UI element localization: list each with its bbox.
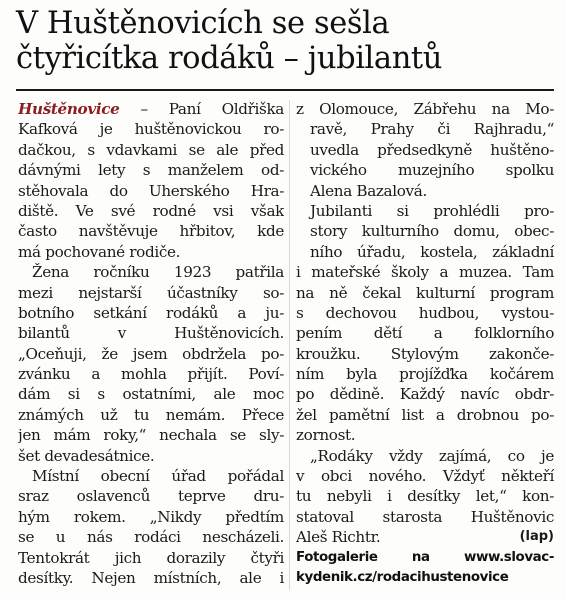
body-line: z Olomouce, Zábřehu na Mo- <box>296 100 554 118</box>
body-line: na ně čekal kulturní program <box>296 283 554 302</box>
photo-gallery-link[interactable] <box>296 548 554 589</box>
body-line: Aleš Richtr. <box>296 528 381 547</box>
body-line: známých už tu nemám. Přece <box>18 405 284 424</box>
body-line: „Oceňuji, že jsem obdržela po- <box>18 344 284 363</box>
dateline: Huštěnovice <box>18 100 120 118</box>
article-column-left <box>18 99 284 588</box>
article-column-right <box>296 99 554 588</box>
body-line: bilantů v Huštěnovicích. <box>18 324 284 343</box>
headline-line-1: V Huštěnovicích se sešla <box>16 6 390 41</box>
body-line: uvedla předsedkyně huštěno- <box>310 140 554 159</box>
body-line: dávnými lety s manželem od- <box>18 161 284 180</box>
body-line: šet devadesátnice. <box>18 446 155 465</box>
body-line: botního setkání rodáků a ju- <box>18 303 284 322</box>
body-line-text: – Paní Oldřiška <box>119 100 284 118</box>
body-line: Místní obecní úřad pořádal <box>32 467 284 486</box>
body-line: Jubilanti si prohlédli pro- <box>310 201 554 220</box>
body-line: i mateřské školy a muzea. Tam <box>296 263 554 282</box>
body-line: se u nás rodáci nescházeli. <box>18 528 284 547</box>
body-line: často navštěvuje hřbitov, kde <box>18 222 284 241</box>
body-line: tu nebyli i desítky let,“ kon- <box>296 487 554 506</box>
body-line: vického muzejního spolku <box>310 161 554 180</box>
body-line: ního úřadu, kostela, základní <box>310 242 554 261</box>
body-line: v obci nového. Vždyť někteří <box>296 467 554 486</box>
body-line: desítky. Nejen místních, ale i <box>18 568 284 587</box>
body-line: kroužku. Stylovým zakonče- <box>296 344 554 363</box>
body-line: žel pamětní list a drobnou po- <box>296 405 554 424</box>
article-headline <box>16 6 556 76</box>
body-line: pením dětí a folklorního <box>296 324 554 343</box>
body-line: po dědině. Každý navíc obdr- <box>296 385 554 404</box>
body-line: story kulturního domu, obec- <box>310 222 554 241</box>
body-line: s dechovou hudbou, vystou- <box>296 303 554 322</box>
body-line: zornost. <box>296 426 356 445</box>
headline-line-2: čtyřicítka rodáků – jubilantů <box>16 41 443 76</box>
body-line: jen mám roky,“ nechala se sly- <box>18 426 284 445</box>
body-line: Kafková je huštěnovickou ro- <box>18 120 284 139</box>
closing-line <box>296 527 554 547</box>
author-credit: (lap) <box>519 529 554 545</box>
gallery-line[interactable]: kydenik.cz/rodacihustenovice <box>296 569 509 585</box>
headline-rule <box>16 89 554 91</box>
body-line: Alena Bazalová. <box>310 181 427 200</box>
body-line: hým rokem. „Nikdy předtím <box>18 507 284 526</box>
column-divider <box>289 100 290 590</box>
body-line: Žena ročníku 1923 patřila <box>32 263 284 282</box>
body-line: ním byla projížďka kočárem <box>296 365 554 384</box>
body-line: Tentokrát jich dorazily čtyři <box>18 548 284 567</box>
gallery-line[interactable]: Fotogalerie na www.slovac- <box>296 549 554 565</box>
body-line: ravě, Prahy či Rajhradu,“ <box>310 120 554 139</box>
body-line: sraz oslavenců teprve dru- <box>18 487 284 506</box>
body-line: mezi nejstarší účastníky so- <box>18 283 284 302</box>
body-line: dačkou, s vdavkami se ale před <box>18 140 284 159</box>
body-line: diště. Ve své rodné vsi však <box>18 201 284 220</box>
body-line: dám si s ostatními, ale moc <box>18 385 284 404</box>
body-line <box>18 99 284 119</box>
body-line: „Rodáky vždy zajímá, co je <box>310 446 554 465</box>
body-line: má pochované rodiče. <box>18 242 181 261</box>
body-line: zvánku a mohla přijít. Poví- <box>18 365 284 384</box>
body-line: stěhovala do Uherského Hra- <box>18 181 284 200</box>
body-line: statoval starosta Huštěnovic <box>296 507 554 526</box>
